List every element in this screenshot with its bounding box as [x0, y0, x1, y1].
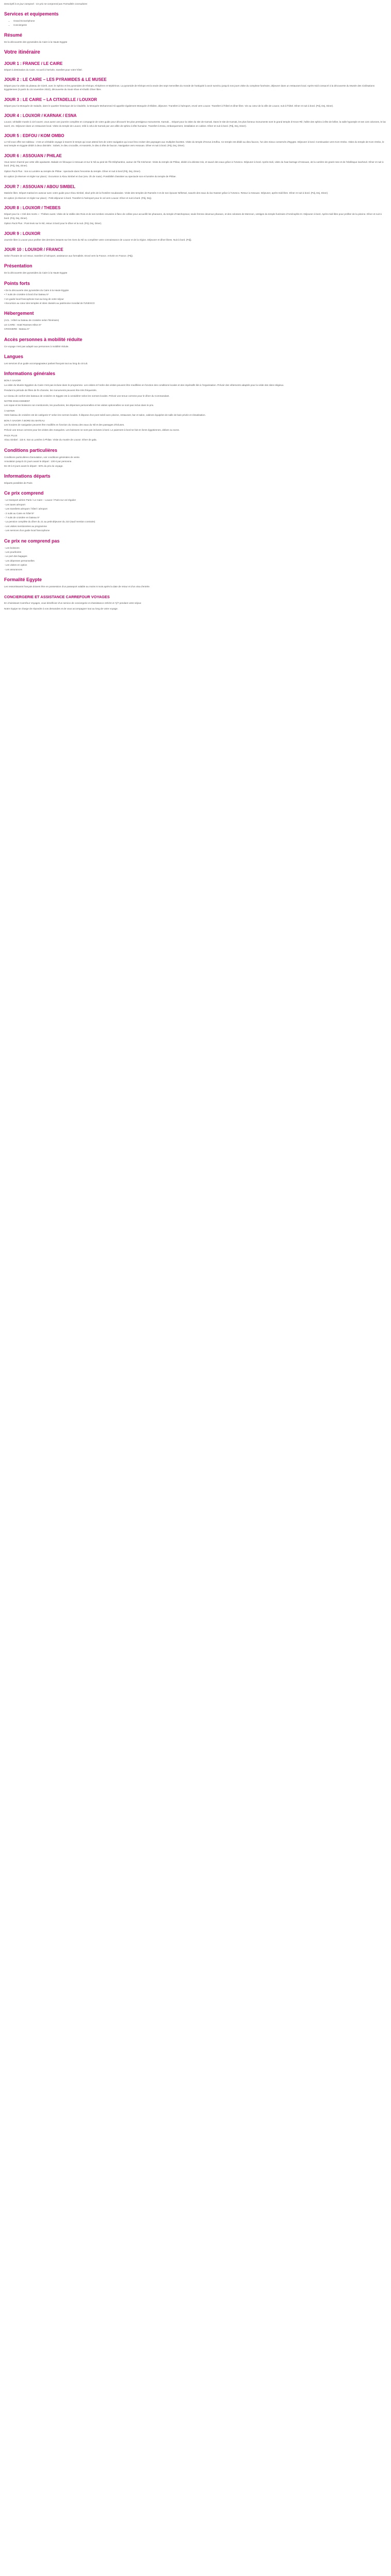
price-excludes-title: Ce prix ne comprend pas — [4, 538, 60, 544]
itinerary-section — [4, 49, 387, 258]
services-item: • Conciergerie — [13, 23, 387, 27]
price-excludes-item: - Le port des bagages — [4, 555, 27, 558]
info-block-head: NOTRE ENGAGEMENT — [4, 400, 30, 403]
day-title: JOUR 2 : LE CAIRE – LES PYRAMIDES & LE MUSEE — [4, 77, 107, 82]
day-title: JOUR 8 : LOUXOR / THEBES — [4, 206, 61, 211]
price-includes-item: - Les visites mentionnées au programme — [4, 524, 47, 528]
highlights-title: Points forts — [4, 280, 30, 286]
day-text: Matinée libre. Départ matinal en autocar avec votre guide pour Abou Simbel, situé près de la frontière soudanaise. Visite des temples de Ramsès II et de son épouse Néfertari, sauvés des eaux du lac Nasser grâce à l'Unesco. Retour à Assouan. Déjeuner, après-midi libre. Dîner et nuit à bord. (Pdj, Dej, Diner). — [4, 191, 329, 194]
price-includes-section — [4, 490, 387, 532]
resume-text: De la découverte des pyramides du Caire à la Haute Egypte — [4, 41, 68, 44]
day-option-text: Option Pack Plus : Son & Lumière au temple de Philae : spectacle dans l'enceinte du temple. Dîner et nuit à bord (Pdj, Dej, Diner). — [4, 170, 141, 173]
languages-text: Les services d'un guide accompagnateur parlant français tout au long du circuit. — [4, 362, 88, 365]
day-title: JOUR 3 : LE CAIRE – LA CITADELLE / LOUXOR — [4, 97, 97, 102]
info-block-text: Abou Simbel : 115 €. Son & Lumière à Philae. Visite du musée de Louxor. Dîner de gala. — [4, 438, 97, 442]
day-title: JOUR 5 : EDFOU / KOM OMBO — [4, 133, 64, 139]
price-includes-title: Ce prix comprend — [4, 490, 44, 496]
day-text: Départ à destination du Caire. Accueil à l'arrivée, transfert pour votre hôtel. — [4, 68, 83, 71]
price-excludes-item: - Les pourboires — [4, 550, 22, 553]
info-block-text: Prévoir une tenue correcte pour les visites des mosquées. Les boissons ne sont pas incluses à bord. Le paiement à bord se fait en livres égyptiennes, dollars ou euros. — [4, 429, 180, 432]
itinerary-title: Votre itinéraire — [4, 49, 40, 55]
accommodation-line: LE CAIRE : Hotel Ramses Hilton 5* — [4, 323, 42, 326]
info-block-head: BON À SAVOIR — [4, 379, 21, 382]
general-info-title: Informations générales — [4, 371, 56, 377]
highlight-item: • 7 nuits de croisière à bord d'un bateau 5* — [4, 293, 49, 296]
price-excludes-section — [4, 538, 387, 571]
presentation-text: De la découverte des pyramides du Caire à la Haute Egypte — [4, 272, 68, 275]
day-option-text: En option (à réserver et régler sur place) : Excursion à Abou Simbel en bus (env. 3h de route). Possibilité d'assister au spectacle son et lumière du temple de Philae. — [4, 175, 176, 178]
day-text: Départ pour la visite du plateau de Gizeh, avec le Sphinx et les pyramides de Khéops, Khéphren et Mykérinos. La pyramide de Khéops est la seule des sept merveilles du monde de l'antiquité à avoir survécu jusqu'à nos jours visite du complexe funéraire, déjeuner dans un restaurant local. Après-midi consacré à la découverte du Musée des Civilisations Egyptiennes (à partir du 15 novembre 2022), découverte du Souk Khan el Khalili. Dîner libre. — [4, 84, 375, 91]
services-item: • Grand Ecran/Iphone — [13, 19, 387, 23]
highlight-item: • De la découverte des pyramides du Caire à la Haute Egypte — [4, 289, 69, 292]
concierge-section — [4, 595, 387, 611]
accessibility-text: Ce voyage n'est pas adapté aux personnes à mobilité réduite. — [4, 345, 69, 348]
concierge-text: En choisissant Carrefour Voyages, vous bénéficiez d'un service de conciergerie et d'assistance 24h/24 et 7j/7 pendant votre séjour. — [4, 602, 142, 605]
formalities-text: Les ressortissants français doivent être en possession d'un passeport valable au moins 6 mois après la date de retour et d'un visa d'entrée. — [4, 585, 151, 588]
accommodation-title: Hébergement — [4, 311, 34, 316]
day-text: Départ pour la « Cité des morts » : Thèbes ouest. Visite de la Vallée des Rois et de ses tombes creusées à flanc de colline pour accueillir les pharaons, du temple d'Hatchepsout, seule femme devenue pharaon, et des colosses de Memnon, vestiges du temple funéraire d'Aménophis III. Déjeuner à bord. Après-midi libre pour profiter de la piscine. Dîner et nuit à bord. (Pdj, Dej, Diner). — [4, 213, 382, 219]
services-list — [4, 19, 387, 27]
day-title: JOUR 9 : LOUXOR — [4, 231, 41, 236]
accessibility-title: Accès personnes à mobilité réduite — [4, 336, 83, 342]
price-excludes-item: - Les visites en option — [4, 564, 27, 567]
day-text: Journée libre à Louxor pour profiter des derniers instants sur les rives du Nil ou compléter votre connaissance de Louxor et de la région. Déjeuner et dîner libres. Nuit à bord. (Pdj). — [4, 238, 192, 241]
departures-text: Départs possibles de Paris — [4, 481, 32, 484]
day-title: JOUR 7 : ASSOUAN / ABOU SIMBEL — [4, 184, 76, 189]
price-includes-item: - Les services d'un guide local francophone — [4, 529, 50, 532]
conditions-title: Conditions particulières — [4, 447, 58, 453]
resume-section — [4, 32, 387, 44]
languages-title: Langues — [4, 354, 24, 359]
info-block-text: La visite du Musée Egyptien du Caire n'est pas incluse dans le programme. Les visites et l'ordre des visites peuvent être modifiées en fonction des conditions locales et des impératifs liés à l'organisation. Prévoir des vêtements adaptés pour la visite des sites religieux. — [4, 383, 284, 386]
price-includes-item: - Le transport aérien Paris / Le Caire – Louxor / Paris sur vol régulier — [4, 499, 76, 502]
price-excludes-item: - Les boissons — [4, 546, 20, 549]
info-block-head: À NOTER — [4, 409, 15, 412]
info-block-text: Les repas et les boissons non mentionnés, les pourboires, les dépenses personnelles et les visites optionnelles ne sont pas inclus dans le prix. — [4, 404, 154, 407]
day-text: Louxor, véritable musée à ciel ouvert, vous aurez une journée complète en compagnie de votre guide pour découvrir les plus prestigieux monuments. Karnak… Départ pour la visite du site de Karnak. Dans le site de Karnak, les plus fameux monuments sont le grand temple d'Amon-Rê, l'allée des sphinx à tête de bélier, la salle hypostyle et ses 134 colonnes, le lac sacré, etc. Déjeuner dans un restaurant local. Visite du temple de Louxor, relié à celui de Karnak par une allée de sphinx à tête humaine. Transfert à Esna, embarquement, installation en cabine. Dîner et nuit à bord. (Pdj, Dej, Diner). — [4, 121, 386, 127]
info-block-text: Votre bateau de croisière est de catégorie 5* selon les normes locales. Il dispose d'un pont soleil avec piscine, restaurant, bar et salon, cabines équipées de salle de bain privée et climatisation. — [4, 414, 206, 417]
accommodation-line: (ACL : Hôtel ou bateau de croisière selon l'itinéraire) — [4, 319, 59, 322]
conditions-line: Annulation jusqu'à 31 jours avant le départ : 100 € par personne. — [4, 460, 72, 463]
price-includes-item: - La pension complète du dîner du J1 au petit-déjeuner du J10 (sauf mention contraire) — [4, 520, 95, 523]
day-title: JOUR 6 : ASSOUAN / PHILAE — [4, 153, 62, 158]
day-option-text: Option Pack Plus : Pont-levis sur le Nil, retour à bord pour le dîner et la nuit. (Pdj, Dej, Diner). — [4, 222, 102, 225]
info-block-head: PACK PLUS — [4, 434, 18, 437]
day-title: JOUR 1 : FRANCE / LE CAIRE — [4, 61, 63, 66]
day-text: Départ pour la Mosquée de Saladin, dans le quartier historique de la Citadelle, la Mosquée Mohammed Ali appelée également Mosquée d'Albâtre, déjeuner. Transfert à l'aéroport, envol vers Louxor. Transfert à l'hôtel et dîner libre. Vie au cœur de la ville de Louxor, nuit à l'hôtel. Dîner et nuit à bord. (Pdj, Dej, Diner). — [4, 104, 334, 107]
services-section — [4, 11, 387, 27]
highlights-section — [4, 280, 387, 306]
conditions-line: Conditions particulières d'annulation, voir conditions générales de vente. — [4, 455, 80, 459]
price-excludes-item: - Les assurances — [4, 568, 22, 571]
resume-title: Résumé — [4, 32, 23, 38]
price-excludes-item: - Les dépenses personnelles — [4, 559, 35, 562]
day-text: Vous serez charmé par cette ville apaisante. Balade en felouque à Assouan et sur le Nil au pied de l'île Eléphantine, autour de l'île Kitchener. Visite du temple de Philae, dédié à la déesse Isis, et sauvé des eaux grâce à l'Unesco. Déjeuner à bord. Après-midi, visite du haut barrage d'Assouan, de la carrière de granit rose et de l'obélisque inachevé. Dîner et nuit à bord. (Pdj, Dej, Diner). — [4, 160, 384, 167]
concierge-text: Notre équipe se charge de répondre à vos demandes et de vous accompagner tout au long de votre voyage. — [4, 607, 118, 610]
accommodation-line: CROISIERE : Bateau 5* — [4, 328, 30, 331]
price-includes-item: - Les transferts aéroport / hôtel / aéroport — [4, 507, 47, 511]
formalities-title: Formalité Egypte — [4, 577, 42, 582]
highlight-item: • Excursion au cœur des temples et sites classés au patrimoine mondial de l'UNESCO — [4, 301, 95, 304]
departures-section — [4, 473, 387, 485]
day-title: JOUR 10 : LOUXOR / FRANCE — [4, 247, 63, 252]
info-block-text: Le niveau de confort des bateaux de croisière en Egypte est à considérer selon les normes locales. Prévoir une tenue correcte pour le dîner du Commandant. — [4, 394, 170, 397]
info-block-text: Les horaires de navigation peuvent être modifiés en fonction du niveau des eaux du Nil et des passages d'écluses. — [4, 423, 125, 427]
accommodation-section — [4, 310, 387, 331]
conditions-line: De 30 à 8 jours avant le départ : 50% du prix du voyage. — [4, 464, 63, 467]
day-title: JOUR 4 : LOUXOR / KARNAK / ESNA — [4, 113, 77, 118]
conditions-section — [4, 447, 387, 468]
general-info-section — [4, 370, 387, 442]
info-block-head: BON À SAVOIR À BORD DU BATEAU — [4, 419, 45, 422]
day-text: Le Nil vous offre son tableau : c'est un véritable voyage à travers le temps qui vous attend lors de votre navigation qui vous fera croiser des paysages aux multiples facettes. Visite du temple d'Horus à Edfou. Ce temple est dédié au dieu faucon, l'un des mieux conservés d'Egypte. Déjeuner à bord. Continuation vers Kom Ombo. Visite du temple de Kom Ombo, le seul temple en Egypte dédié à deux divinités : Sobek, le dieu crocodile, et Haroëris, le dieu à tête de faucon. Navigation vers Assouan. Dîner et nuit à bord. (Pdj, Dej, Diner). — [4, 141, 384, 147]
price-includes-item: - Les taxes aéroport — [4, 503, 25, 506]
departures-title: Informations départs — [4, 473, 51, 479]
page — [0, 0, 391, 611]
presentation-title: Présentation — [4, 263, 32, 269]
info-block-text: Pendant la période de fêtes de fin d'année, les monuments peuvent être très fréquentés. — [4, 389, 97, 392]
highlight-item: • Un guide local francophone tout au long de votre séjour — [4, 297, 64, 300]
accessibility-section — [4, 336, 387, 348]
presentation-section — [4, 263, 387, 275]
services-title: Services et equipements — [4, 11, 59, 17]
day-text: Selon l'horaire de vol retour, transfert à l'aéroport, assistance aux formalités. Envol vers la France. Arrivée en France. (Pdj). — [4, 254, 134, 257]
formalities-section — [4, 577, 387, 588]
concierge-title: CONCIERGERIE ET ASSISTANCE CARREFOUR VOYAGES — [4, 595, 110, 600]
price-includes-item: - 7 nuits de croisière en bateau 5* — [4, 516, 40, 519]
day-option-text: En option (à réserver et régler sur place) : Petit-déjeuner à bord. Transfert à l'aéroport pour le vol vers Louxor. Dîner et nuit à bord. (Pdj, Dej). — [4, 196, 152, 199]
languages-section — [4, 353, 387, 365]
top-note: Descriptif à ce jour composé : Ce prix ne comprend pas Formalités Consulaires — [4, 3, 88, 5]
price-includes-item: - 2 nuits au Caire en hôtel 5* — [4, 512, 35, 515]
